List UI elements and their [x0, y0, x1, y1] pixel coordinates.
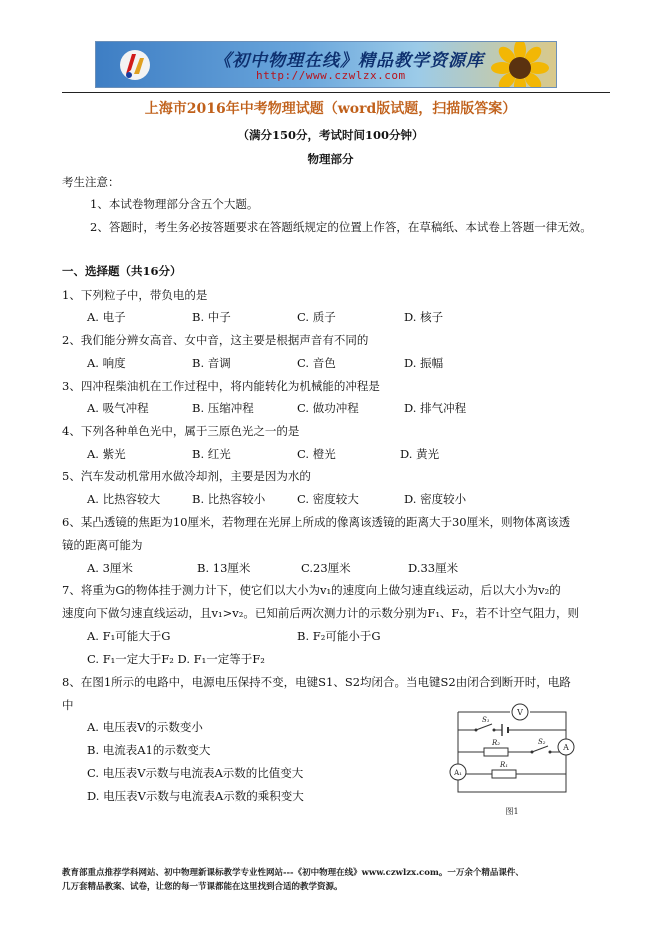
ammeter-label: A	[563, 743, 569, 752]
q5-option-d: D. 密度较小	[404, 492, 467, 506]
q6-option-b: B. 13厘米	[197, 561, 251, 575]
figure-caption: 图1	[505, 807, 519, 816]
q6-stem-line2: 镜的距离可能为	[62, 538, 143, 552]
q3-option-b: B. 压缩冲程	[192, 401, 254, 415]
resistor-r1-label: R₁	[500, 761, 509, 769]
q4-option-b: B. 红光	[192, 447, 231, 461]
document-title: 上海市2016年中考物理试题（word版试题，扫描版答案）	[144, 101, 517, 117]
q6-option-d: D.33厘米	[408, 561, 459, 575]
q5-option-b: B. 比热容较小	[192, 492, 266, 506]
q5-stem: 5、汽车发动机常用水做冷却剂，主要是因为水的	[62, 469, 311, 483]
q1-option-c: C. 质子	[297, 310, 336, 324]
q7-stem-line1: 7、将重为G的物体挂于测力计下，使它们以大小为v₁的速度向上做匀速直线运动，后以大小为v₂的	[62, 583, 561, 597]
switch-s1-icon	[476, 724, 492, 730]
banner-url[interactable]: http://www.czwlzx.com	[256, 69, 406, 82]
q3-option-d: D. 排气冲程	[404, 401, 467, 415]
ammeter-a1-label: A₁	[454, 769, 462, 777]
switch-s2-label: S₂	[538, 738, 546, 746]
document-subtitle: （满分150分，考试时间100分钟）	[237, 128, 424, 142]
q4-option-c: C. 橙光	[297, 447, 336, 461]
q8-option-d: D. 电压表V示数与电流表A示数的乘积变大	[87, 789, 304, 803]
q5-option-c: C. 密度较大	[297, 492, 359, 506]
q2-option-a: A. 响度	[87, 356, 126, 370]
q4-option-a: A. 紫光	[87, 447, 126, 461]
q7-option-a: A. F₁可能大于G	[87, 629, 171, 643]
q5-option-a: A. 比热容较大	[87, 492, 161, 506]
q8-option-a: A. 电压表V的示数变小	[87, 720, 203, 734]
q4-option-d: D. 黄光	[400, 447, 440, 461]
q1-option-d: D. 核子	[404, 310, 444, 324]
q3-option-a: A. 吸气冲程	[87, 401, 149, 415]
notes-heading: 考生注意：	[62, 175, 120, 189]
q6-option-c: C.23厘米	[301, 561, 351, 575]
switch-s2-icon	[532, 746, 548, 752]
banner-title: 《初中物理在线》精品教学资源库	[214, 51, 484, 71]
voltmeter-label: V	[517, 708, 523, 717]
circuit-figure	[448, 700, 588, 820]
site-logo-icon	[118, 48, 152, 82]
q1-stem: 1、下列粒子中，带负电的是	[62, 288, 208, 302]
q2-option-b: B. 音调	[192, 356, 231, 370]
q7-option-cd: C. F₁一定大于F₂ D. F₁一定等于F₂	[87, 652, 265, 666]
page-footer	[62, 866, 524, 894]
q6-stem-line1: 6、某凸透镜的焦距为10厘米，若物理在光屏上所成的像离该透镜的距离大于30厘米，则物体离该透	[62, 515, 571, 529]
q2-stem: 2、我们能分辨女高音、女中音，这主要是根据声音有不同的	[62, 333, 369, 347]
q4-stem: 4、下列各种单色光中，属于三原色光之一的是	[62, 424, 300, 438]
q7-option-b: B. F₂可能小于G	[297, 629, 381, 643]
section-heading: 一、选择题（共16分）	[62, 264, 182, 278]
q8-option-b: B. 电流表A1的示数变大	[87, 743, 211, 757]
q3-option-c: C. 做功冲程	[297, 401, 359, 415]
resistor-r2-label: R₂	[492, 739, 501, 747]
section-part: 物理部分	[307, 152, 354, 166]
note-2: 2、答题时，考生务必按答题要求在答题纸规定的位置上作答，在草稿纸、本试卷上答题一律无效。	[90, 220, 592, 234]
footer-line-1: 教育部重点推荐学科网站、初中物理新课标教学专业性网站---《初中物理在线》www.czwlzx.com。一万余个精品课件、	[62, 868, 524, 878]
q6-option-a: A. 3厘米	[87, 561, 133, 575]
q2-option-d: D. 振幅	[404, 356, 444, 370]
q2-option-c: C. 音色	[297, 356, 336, 370]
q1-option-a: A. 电子	[87, 310, 126, 324]
q8-option-c: C. 电压表V示数与电流表A示数的比值变大	[87, 766, 304, 780]
q1-option-b: B. 中子	[192, 310, 231, 324]
q8-stem-line1: 8、在图1所示的电路中，电源电压保持不变，电键S1、S2均闭合。当电键S2由闭合到断开时，电路	[62, 675, 571, 689]
q8-stem-line2: 中	[62, 698, 74, 712]
header-banner	[95, 41, 557, 88]
note-1: 1、本试卷物理部分含五个大题。	[90, 197, 259, 211]
header-divider	[62, 92, 610, 93]
q3-stem: 3、四冲程柴油机在工作过程中，将内能转化为机械能的冲程是	[62, 379, 380, 393]
sunflower-icon	[490, 41, 550, 88]
footer-line-2: 几万套精品教案、试卷，让您的每一节课都能在这里找到合适的教学资源。	[62, 882, 343, 892]
switch-s1-label: S₁	[482, 716, 490, 724]
q7-stem-line2: 速度向下做匀速直线运动，且v₁>v₂。已知前后两次测力计的示数分别为F₁、F₂，若不计空气阻力，则	[62, 606, 580, 620]
